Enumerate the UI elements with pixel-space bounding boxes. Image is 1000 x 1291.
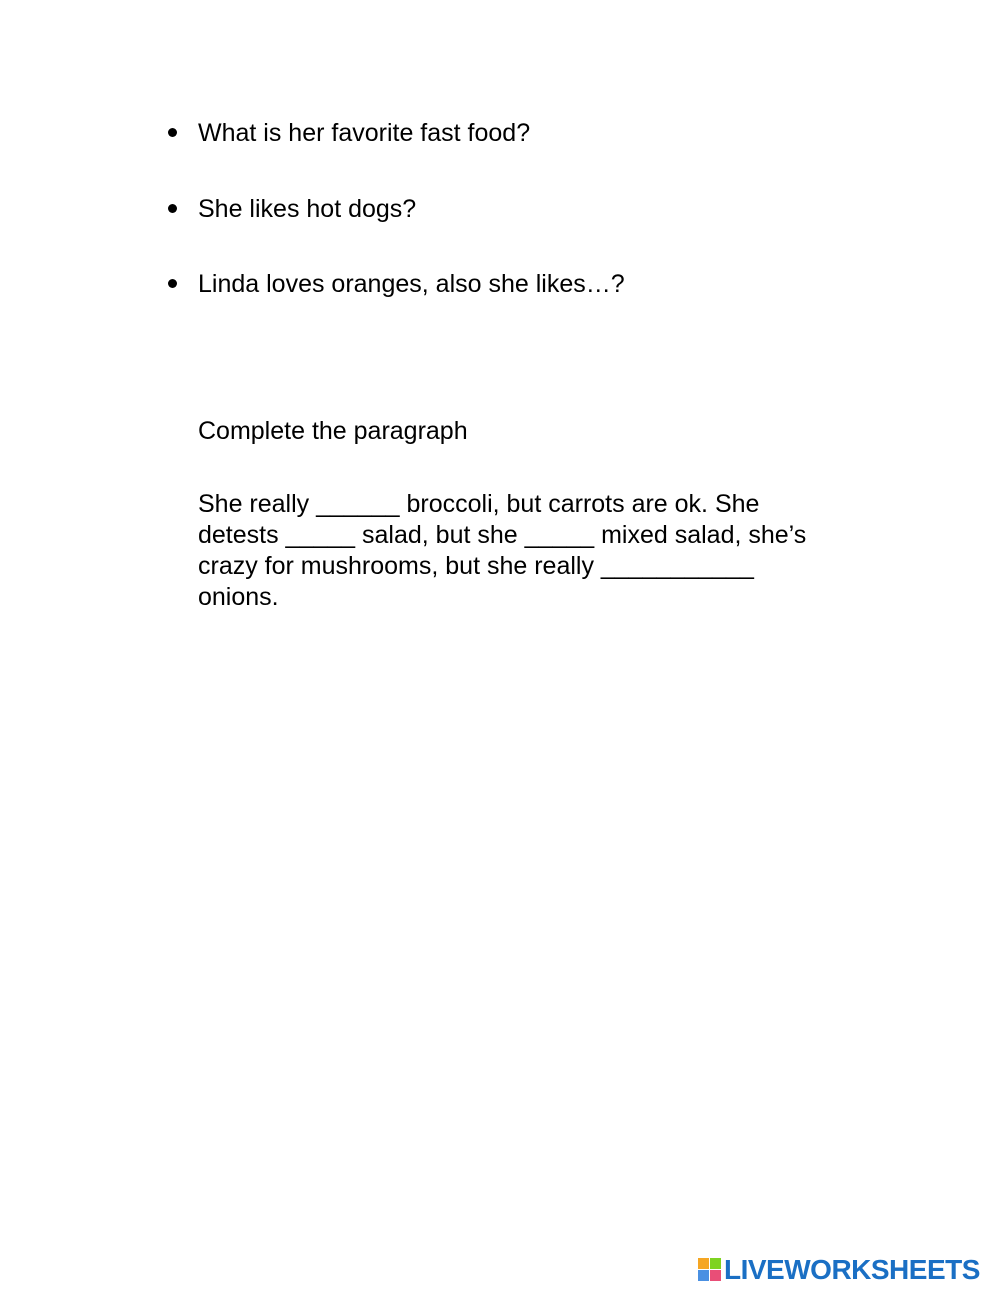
- liveworksheets-logo: [698, 1255, 980, 1285]
- paragraph-line: detests _____ salad, but she _____ mixed salad, she’s: [198, 521, 807, 549]
- logo-text: LIVEWORKSHEETS: [724, 1254, 980, 1285]
- section-title: Complete the paragraph: [198, 417, 468, 445]
- question-list: [0, 116, 1000, 343]
- question-item: [0, 267, 1000, 343]
- question-text: She likes hot dogs?: [198, 194, 417, 223]
- bullet-icon: [168, 279, 177, 288]
- paragraph-line: crazy for mushrooms, but she really ___________: [198, 552, 754, 580]
- logo-square: [710, 1270, 721, 1281]
- logo-square: [710, 1258, 721, 1269]
- paragraph-line: onions.: [198, 583, 279, 611]
- question-item: [0, 116, 1000, 192]
- logo-square: [698, 1258, 709, 1269]
- question-item: [0, 192, 1000, 268]
- bullet-icon: [168, 204, 177, 213]
- bullet-icon: [168, 128, 177, 137]
- logo-mark-icon: [698, 1258, 722, 1282]
- paragraph-line: She really ______ broccoli, but carrots are ok. She: [198, 490, 760, 518]
- logo-square: [698, 1270, 709, 1281]
- question-text: Linda loves oranges, also she likes…?: [198, 270, 625, 298]
- question-text: What is her favorite fast food?: [198, 119, 531, 147]
- fill-in-paragraph: [198, 489, 898, 613]
